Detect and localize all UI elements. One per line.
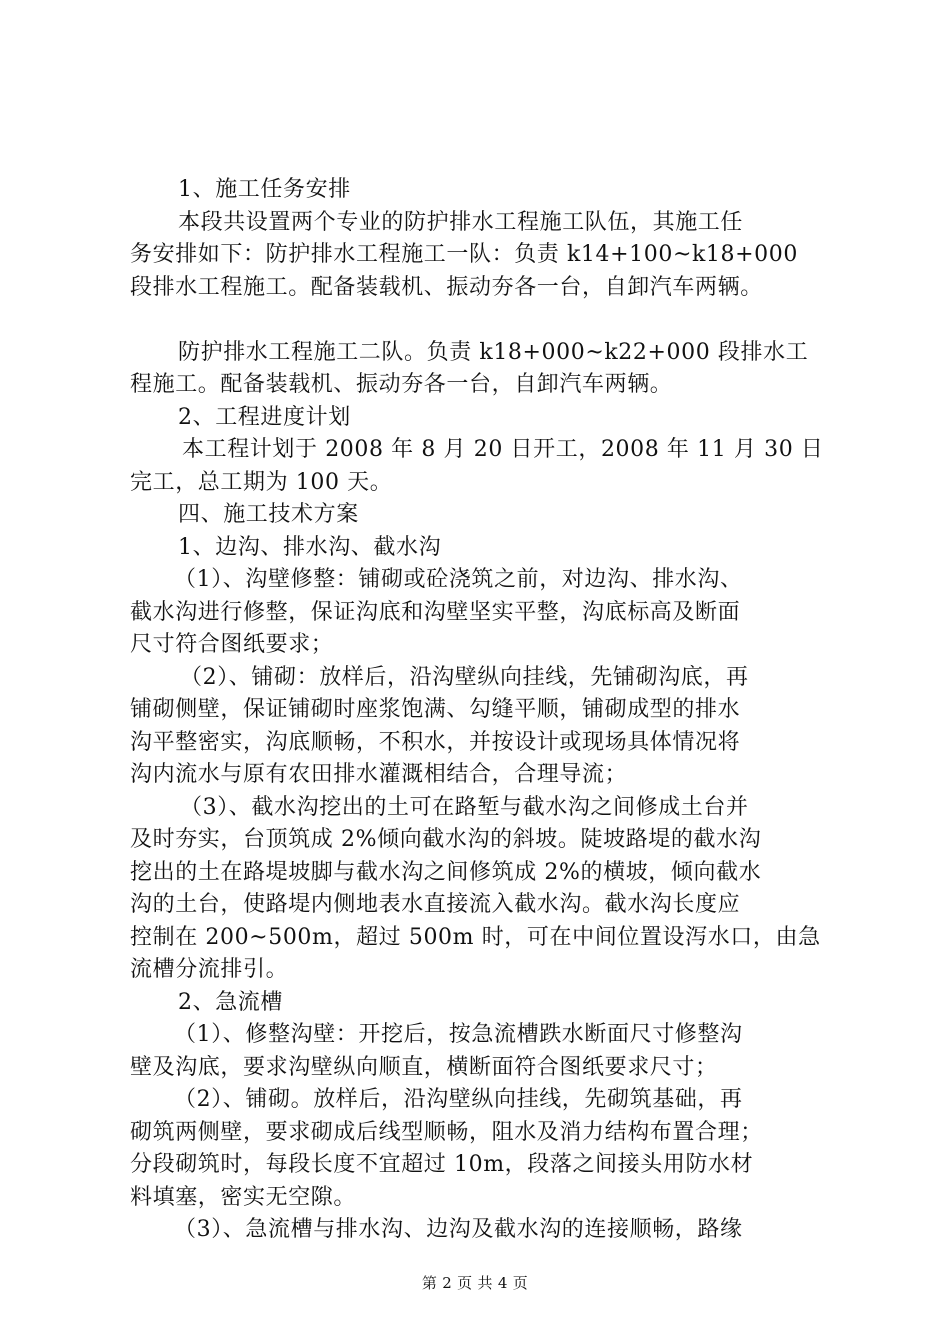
paragraph-line: （2）、铺砌：放样后，沿沟壁纵向挂线，先铺砌沟底，再	[180, 664, 749, 690]
paragraph-line: 程施工。配备装载机、振动夯各一台，自卸汽车两辆。	[130, 372, 673, 397]
paragraph-line: 完工，总工期为 100 天。	[130, 469, 393, 495]
paragraph-line: （2）、铺砌。放样后，沿沟壁纵向挂线，先砌筑基础，再	[174, 1087, 743, 1112]
paragraph-line: 料填塞，密实无空隙。	[130, 1184, 357, 1210]
paragraph-line: 防护排水工程施工二队。负责 k18+000~k22+000 段排水工	[178, 339, 809, 365]
section-heading: 1、边沟、排水沟、截水沟	[178, 534, 442, 560]
paragraph-line: 流槽分流排引。	[130, 957, 289, 982]
paragraph-line: 铺砌侧壁，保证铺砌时座浆饱满、勾缝平顺，铺砌成型的排水	[130, 697, 741, 722]
paragraph-line: 尺寸符合图纸要求；	[130, 632, 334, 657]
paragraph-line: （3）、急流槽与排水沟、边沟及截水沟的连接顺畅，路缘	[174, 1217, 743, 1242]
paragraph-line: 分段砌筑时，每段长度不宜超过 10m，段落之间接头用防水材	[130, 1152, 754, 1177]
paragraph-line: 本工程计划于 2008 年 8 月 20 日开工，2008 年 11 月 30 日	[182, 437, 824, 462]
section-heading: 2、工程进度计划	[178, 404, 351, 430]
section-heading: 四、施工技术方案	[178, 502, 359, 527]
section-heading: 2、急流槽	[178, 989, 283, 1015]
section-heading: 1、施工任务安排	[178, 177, 351, 202]
paragraph-line: （1）、修整沟壁：开挖后，按急流槽跌水断面尺寸修整沟	[174, 1022, 743, 1047]
paragraph-line: 沟的土台，使路堤内侧地表水直接流入截水沟。截水沟长度应	[130, 892, 741, 917]
paragraph-line: 控制在 200~500m，超过 500m 时，可在中间位置设泻水口，由急	[130, 924, 821, 950]
paragraph-line: （1）、沟壁修整：铺砌或砼浇筑之前，对边沟、排水沟、	[174, 567, 743, 592]
document-body	[130, 174, 840, 1247]
paragraph-line: 务安排如下：防护排水工程施工一队：负责 k14+100~k18+000	[130, 242, 798, 267]
page-footer	[0, 1272, 950, 1293]
paragraph-line: 本段共设置两个专业的防护排水工程施工队伍，其施工任	[178, 209, 744, 235]
page-number: 第 2 页 共 4 页	[421, 1274, 529, 1292]
paragraph-line: （3）、截水沟挖出的土可在路堑与截水沟之间修成土台并	[180, 794, 749, 820]
paragraph-line: 及时夯实，台顶筑成 2%倾向截水沟的斜坡。陡坡路堤的截水沟	[130, 827, 762, 852]
blank-line	[130, 304, 840, 337]
paragraph-line: 挖出的土在路堤坡脚与截水沟之间修筑成 2%的横坡，倾向截水	[130, 859, 762, 885]
paragraph-line: 沟内流水与原有农田排水灌溉相结合，合理导流；	[130, 762, 628, 787]
paragraph-line: 砌筑两侧壁，要求砌成后线型顺畅，阻水及消力结构布置合理；	[130, 1119, 763, 1145]
paragraph-line: 截水沟进行修整，保证沟底和沟壁坚实平整，沟底标高及断面	[130, 599, 741, 625]
paragraph-line: 壁及沟底，要求沟壁纵向顺直，横断面符合图纸要求尺寸；	[130, 1054, 718, 1080]
paragraph-line: 段排水工程施工。配备装载机、振动夯各一台，自卸汽车两辆。	[130, 274, 763, 300]
paragraph-line: 沟平整密实，沟底顺畅，不积水，并按设计或现场具体情况将	[130, 729, 741, 755]
